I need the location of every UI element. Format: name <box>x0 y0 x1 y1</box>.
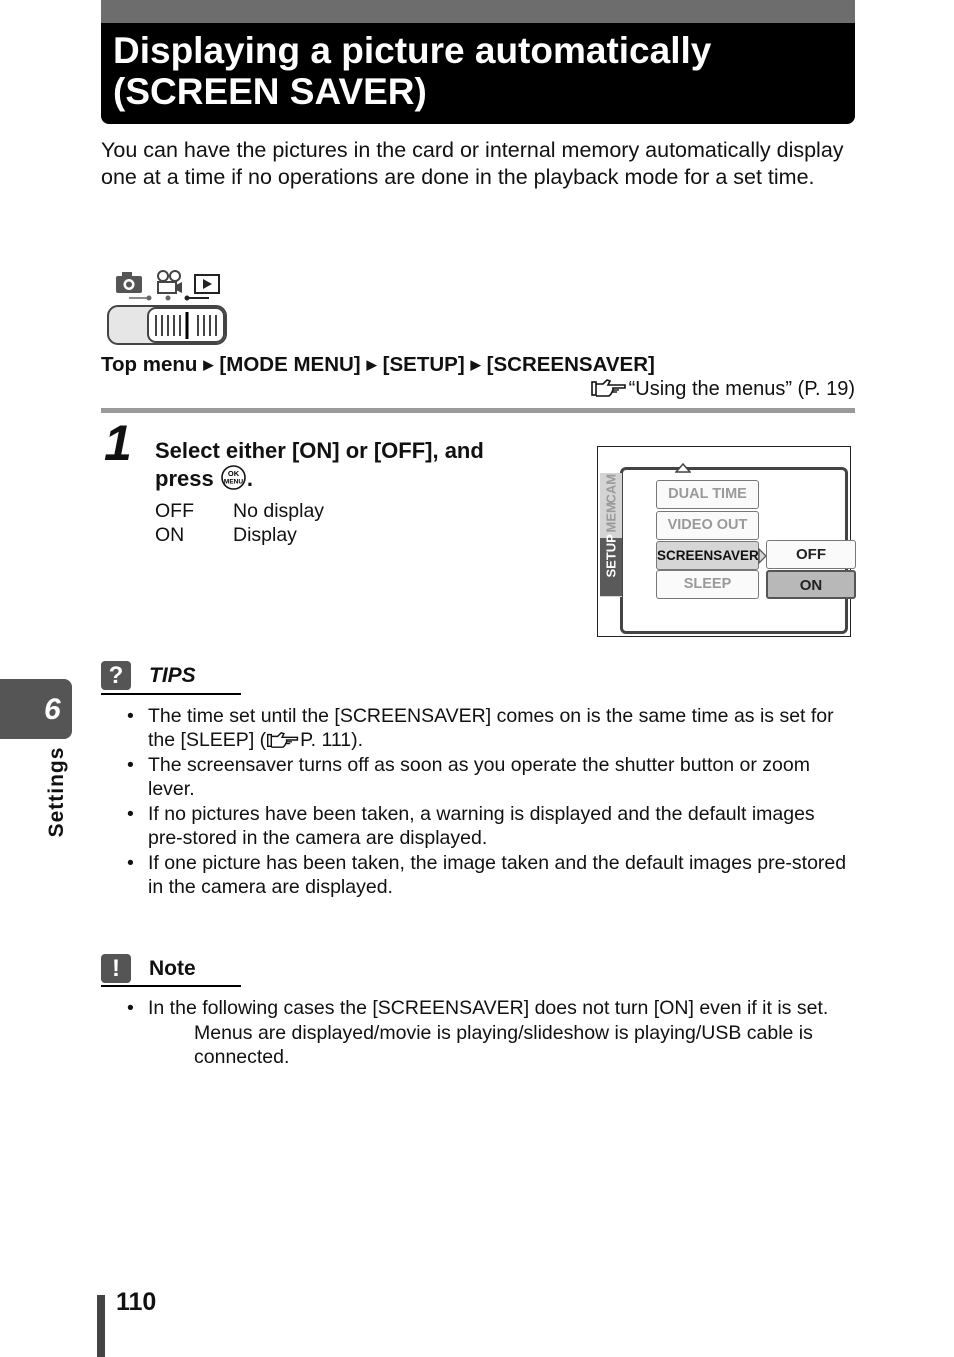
page-number-bar <box>97 1295 105 1357</box>
note-list <box>126 997 854 1023</box>
chapter-tab <box>0 679 72 739</box>
tip-ref: P. 111). <box>300 728 364 751</box>
page-title-line2: (SCREEN SAVER) <box>113 71 427 112</box>
value-on-button[interactable]: ON <box>766 570 856 599</box>
tips-label: TIPS <box>149 663 196 687</box>
page-number: 110 <box>116 1288 157 1316</box>
step-title-end: . <box>246 465 253 491</box>
title-top-strip <box>101 0 855 23</box>
ok-menu-button-icon <box>220 465 247 490</box>
menu-item-dual-time[interactable]: DUAL TIME <box>656 480 759 509</box>
menu-path-item: Top menu <box>101 353 198 376</box>
intro-paragraph: You can have the pictures in the card or internal memory automatically display one at a time if no operations are done in the playback mode for a set time. <box>101 138 844 189</box>
question-badge-icon: ? <box>101 661 131 690</box>
pointing-hand-icon <box>266 731 300 749</box>
playback-icon <box>195 275 219 293</box>
tab-cam[interactable]: CAM <box>603 473 619 504</box>
option-desc: No display <box>233 500 325 522</box>
list-item <box>126 705 854 752</box>
note-underline <box>101 985 241 987</box>
movie-icon <box>158 271 182 293</box>
tab-mem[interactable]: MEM <box>603 502 619 533</box>
page-title <box>113 30 711 112</box>
menu-path <box>101 353 655 377</box>
note-label: Note <box>149 956 196 980</box>
menu-path-item: [SCREENSAVER] <box>486 353 655 376</box>
exclamation-badge-icon: ! <box>101 954 131 983</box>
menu-path-item: [SETUP] <box>382 353 465 376</box>
step-title-line2: press <box>155 465 214 491</box>
list-item: • In the following cases the [SCREENSAVER] does not turn [ON] even if it is set. <box>126 997 854 1021</box>
option-desc: Display <box>233 524 297 546</box>
mode-dial-illustration <box>105 268 230 348</box>
list-item: • If no pictures have been taken, a warning is displayed and the default images pre-stored in the camera are displayed. <box>126 803 854 850</box>
option-row <box>155 500 324 523</box>
section-divider <box>101 408 855 413</box>
tips-list <box>126 705 854 901</box>
triangle-right-icon: ▶ <box>203 357 214 372</box>
list-item: • The screensaver turns off as soon as you operate the shutter button or zoom lever. <box>126 754 854 801</box>
up-arrow-icon <box>675 463 691 473</box>
step-title-line1: Select either [ON] or [OFF], and <box>155 438 484 463</box>
step-title <box>155 437 575 492</box>
chapter-label: Settings <box>45 746 68 838</box>
menu-item-screensaver[interactable]: SCREENSAVER <box>656 541 759 570</box>
list-item: • If one picture has been taken, the image taken and the default images pre-stored in the camera are displayed. <box>126 852 854 899</box>
menu-item-sleep[interactable]: SLEEP <box>656 570 759 599</box>
step-number: 1 <box>104 415 132 471</box>
chapter-number: 6 <box>44 693 61 726</box>
tips-heading <box>101 661 196 690</box>
option-key: OFF <box>155 500 194 522</box>
option-key: ON <box>155 524 185 546</box>
svg-text:MENU: MENU <box>223 478 243 485</box>
camera-menu-panel <box>620 467 848 634</box>
title-band <box>101 0 855 124</box>
camera-icon <box>116 272 142 293</box>
tip-text: The time set until the [SCREENSAVER] comes on is the same time as is set for the [SLEEP] ( <box>148 705 834 751</box>
option-row <box>155 524 297 547</box>
value-off-button[interactable]: OFF <box>766 540 856 569</box>
menu-reference-text: “Using the menus” (P. 19) <box>628 378 855 400</box>
svg-text:OK: OK <box>227 468 239 478</box>
camera-screen-illustration <box>597 446 851 637</box>
menu-item-video-out[interactable]: VIDEO OUT <box>656 511 759 540</box>
triangle-right-icon: ▶ <box>470 357 481 372</box>
pointing-hand-icon <box>591 378 627 398</box>
menu-reference <box>591 378 855 401</box>
tab-setup[interactable]: SETUP <box>603 534 619 578</box>
page-title-line1: Displaying a picture automatically <box>113 30 712 71</box>
note-sub-text: Menus are displayed/movie is playing/slideshow is playing/USB cable is connected. <box>194 1022 813 1068</box>
tips-underline <box>101 693 241 695</box>
menu-path-item: [MODE MENU] <box>219 353 361 376</box>
triangle-right-icon: ▶ <box>366 357 377 372</box>
note-heading <box>101 954 196 983</box>
